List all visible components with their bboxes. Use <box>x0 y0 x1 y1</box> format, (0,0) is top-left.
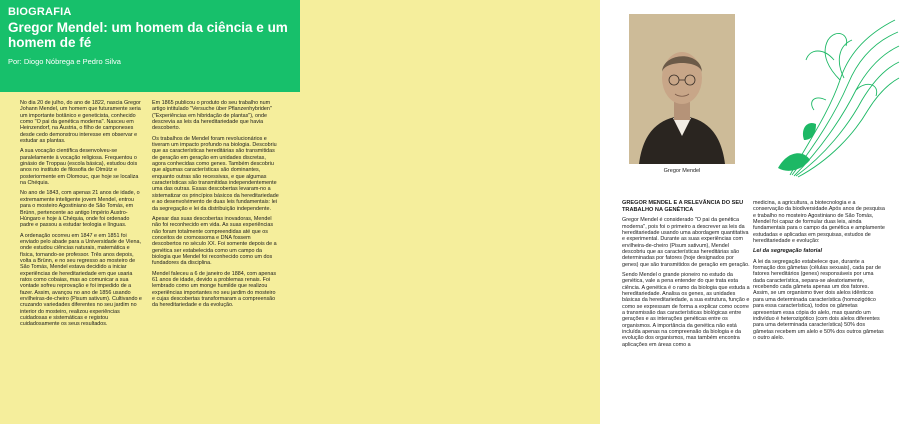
paragraph: No ano de 1843, com apenas 21 anos de idade, o extremamente inteligente jovem Mendel, entrou para o mosteiro Agostiniano de São Tomás, em Brünn, pertencente ao antigo Império Austro-Húngaro e hoje à Chéquia, onde foi ordenado padre e passou a estudar teologia e línguas. <box>20 190 140 229</box>
paragraph: Em 1865 publicou o produto do seu trabalho num artigo intitulado "Versuche über Pflanzenhybriden" ("Experiências em hibridação de plantas"), onde descrevia as leis da hereditariedade que havia descoberto. <box>152 100 272 132</box>
paragraph: Gregor Mendel é considerado "O pai da genética moderna", pois foi o primeiro a descrever as leis da hereditariedade usando uma abordagem quantitativa e experimental. Durante as suas experiências com ervilheira-de-cheiro (Pisum sativum), Mendel descobriu que as características hereditárias são determinadas por fatores (hoje designados por genes) que são transmitidos de geração em geração. <box>622 217 750 268</box>
text-column-1 <box>20 100 142 332</box>
header-banner <box>0 0 300 92</box>
paragraph: A ordenação ocorreu em 1847 e em 1851 foi enviado pelo abade para a Universidade de Viena, onde estudou ciências naturais, matemática e física, tornando-se professor. Três anos depois, volta a Brünn, e no seu regresso ao mosteiro de São Tomás, Mendel estava decidido a iniciar experiências de hereditariedade em que usaria ratos como cobaias, mas ao comunicar a sua vontade sofreu reprovação e foi impedido de a fazer. Assim, avançou no ano de 1856 usando ervilheiras-de-cheiro (Pisum sativum). Cultivando e cruzando variedades diferentes no seu jardim no interior do mosteiro, realizou experiências cuidadosas e sistemáticas e registou cuidadosamente os seus resultados. <box>20 232 142 328</box>
decorative-swirl-graphic <box>770 0 900 180</box>
paragraph: Sendo Mendel o grande pioneiro no estudo da genética, vale a pena entender do que trata esta ciência. A genética é o ramo da biologia que estuda a hereditariedade. Analisa os genes, as unidades básicas da hereditariedade, a sua estrutura, função e como se expressam de forma a explicar como ocorre a transmissão das características biológicas entre gerações e as interações genéticas entre os organismos. A importância da genética não está incluída apenas na compreensão da biologia e da evolução dos organismos, mas também encontra aplicações em áreas como a <box>622 271 750 348</box>
text-column-2 <box>152 100 279 313</box>
portrait-frame <box>625 10 739 182</box>
paragraph: A lei da segregação estabelece que, durante a formação dos gâmetas (células sexuais), cada par de fatores hereditários (genes) responsáveis por uma dada característica, separa-se aleatoriamente, recebendo cada gâmeta apenas um dos fatores. Assim, se um organismo tiver dois alelos idênticos para uma determinada característica (homozigótico para essa característica), todos os gâmetas apresentam essa cópia do alelo, mas quando um indivíduo é heterozigótico (com dois alelos diferentes para uma determinada característica) 50% dos gâmetas recebem um alelo e 50% dos outros gâmetas o outro alelo. <box>753 258 884 341</box>
section-heading: GREGOR MENDEL E A RELEVÂNCIA DO SEU TRABALHO NA GENÉTICA <box>622 200 744 213</box>
text-column-3 <box>622 200 750 352</box>
text-column-4 <box>753 200 885 345</box>
paragraph: Mendel faleceu a 6 de janeiro de 1884, com apenas 61 anos de idade, devido a problemas renais. Foi lembrado como um monge humilde que realizou experiências importantes no seu jardim do mosteiro e cujas descobertas transformaram a compreensão da hereditariedade e da evolução. <box>152 270 277 309</box>
section-label: BIOGRAFIA <box>8 6 72 18</box>
portrait-figure-icon <box>629 14 735 164</box>
paragraph: No dia 20 de julho, do ano de 1822, nascia Gregor Johann Mendel, um homem que futuramente seria um importante botânico e geneticista, conhecido como "O pai da genética moderna". Nasceu em Heinzendorf, na Áustria, o filho de camponeses desde cedo demonstrou interesse em observar e estudar as plantas. <box>20 100 141 145</box>
paragraph: medicina, a agricultura, a biotecnologia e a conservação da biodiversidade.Após anos de pesquisa e trabalho no mosteiro Agostiniano de São Tomás, Mendel foi capaz de formular duas leis, ainda fundamentais para o campo da genética e amplamente estudadas e aplicadas em pesquisas, estudos de hereditariedade e evolução: <box>753 200 885 245</box>
paragraph: A sua vocação científica desenvolveu-se paralelamente à vocação religiosa. Frequentou o ginásio de Troppau (escola básica), estudou dois anos no instituto de filosofia de Olmütz e posteriormente em Olomouc, que hoje se localiza na Chéquia. <box>20 148 139 187</box>
paragraph: Apesar das suas descobertas inovadoras, Mendel não foi reconhecido em vida. As suas experiências não foram totalmente compreendidas até que os conceitos de cromossoma e DNA fossem descobertos no século XX. Foi somente depois de a genética ser estabelecida como um campo da biologia que Mendel foi reconhecido como um dos fundadores da disciplina. <box>152 215 277 267</box>
left-page <box>0 0 300 424</box>
right-page <box>300 0 885 424</box>
law-heading: Lei da segregação fatorial <box>753 248 823 255</box>
author-line: Por: Diogo Nóbrega e Pedro Silva <box>8 57 121 66</box>
page-title: Gregor Mendel: um homem da ciência e um homem de fé <box>8 20 288 50</box>
portrait-photo <box>629 14 735 164</box>
paragraph: Os trabalhos de Mendel foram revolucionários e tiveram um impacto profundo na biologia. Descobriu que as características hereditárias são transmitidas de geração em geração em unidades discretas, agora conhecidas como genes. Também descobriu que algumas características são dominantes, enquanto outras são recessivas, e que algumas características são transmitidas independentemente uma das outras. Essas descobertas levaram-no a sistematizar os princípios básicos da hereditariedade e ao desenvolvimento de duas leis fundamentais: lei da segregação e lei da distribuição independente. <box>152 135 279 212</box>
photo-caption: Gregor Mendel <box>663 168 701 174</box>
